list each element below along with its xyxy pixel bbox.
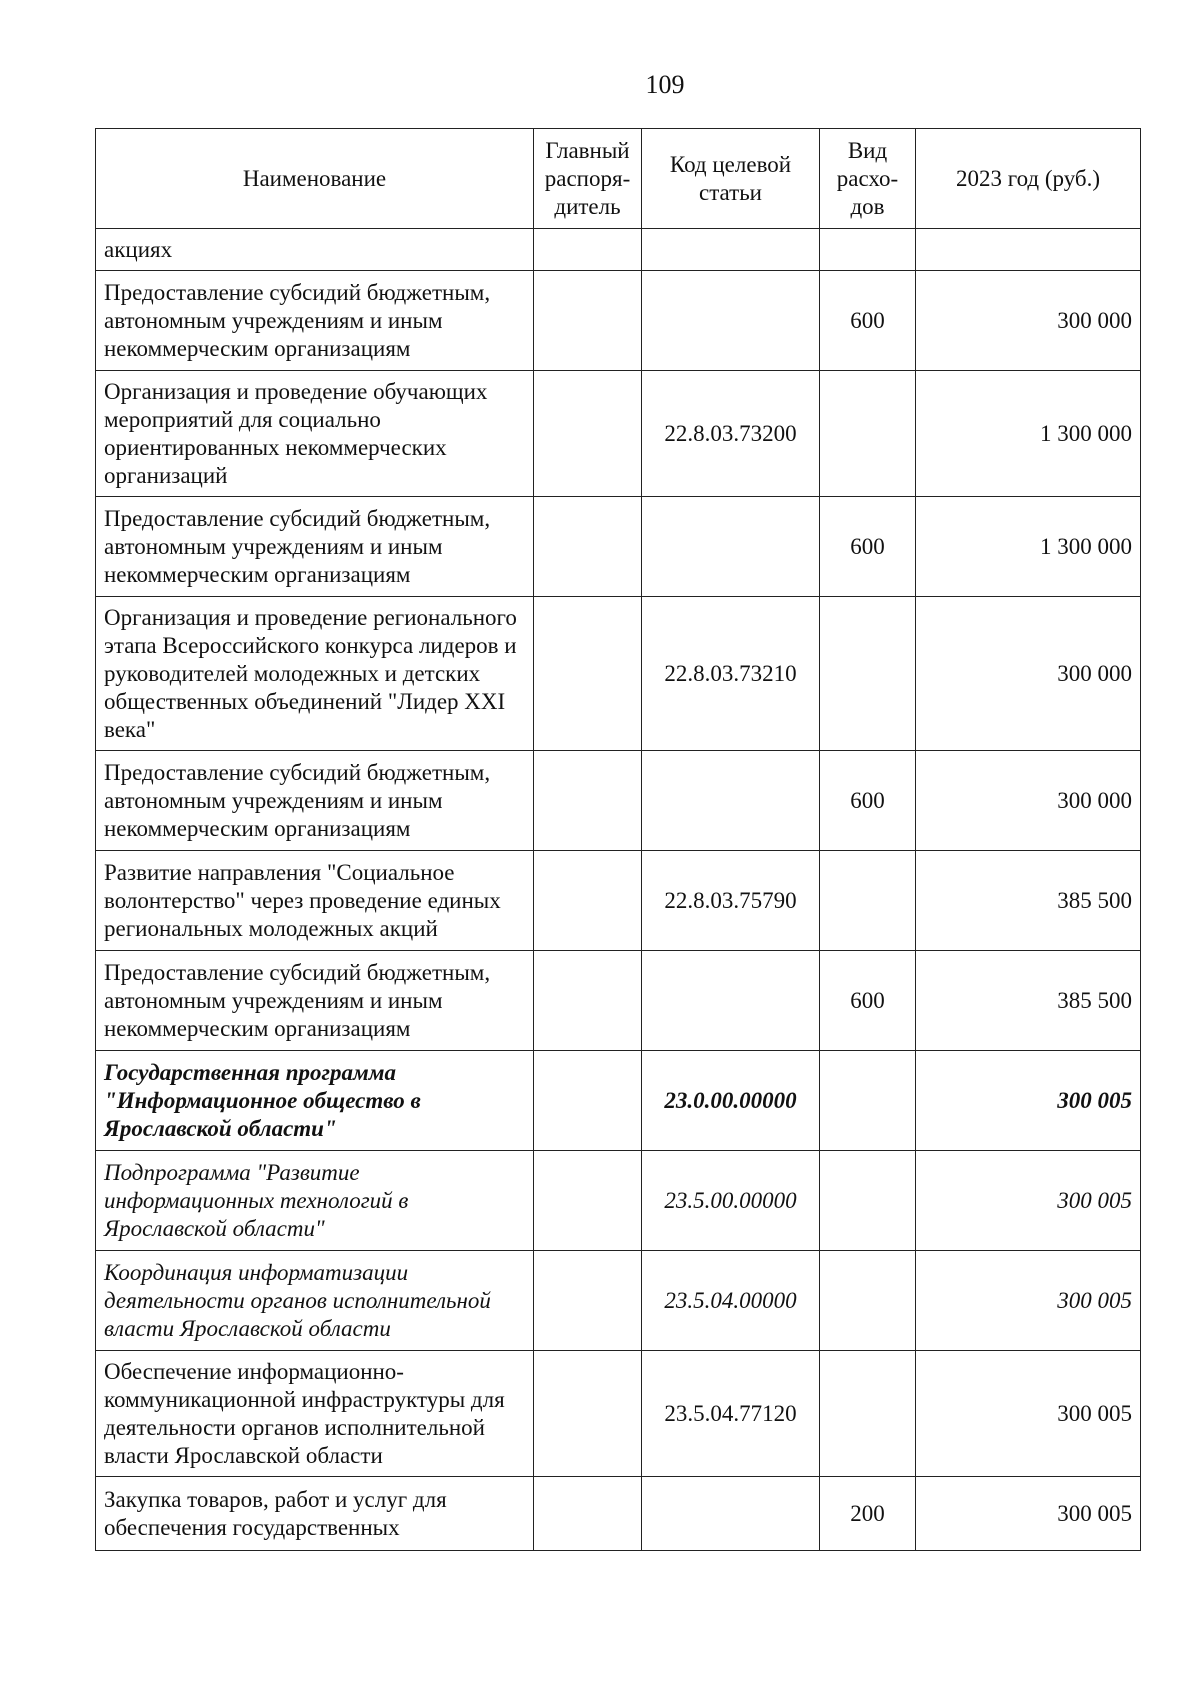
table-row <box>96 851 1141 951</box>
row-kind-cell: 600 <box>820 497 916 597</box>
row-name-cell: Государственная программа "Информационное общество в Ярославской области" <box>96 1051 534 1151</box>
row-kind-cell <box>820 1351 916 1477</box>
row-manager-cell <box>534 597 642 751</box>
row-name-cell: Предоставление субсидий бюджетным, автономным учреждениям и иным некоммерческим организациям <box>96 951 534 1051</box>
row-amount-cell: 300 005 <box>916 1477 1141 1551</box>
row-manager-cell <box>534 229 642 271</box>
row-kind-cell <box>820 1251 916 1351</box>
row-amount-cell <box>916 229 1141 271</box>
table-row <box>96 371 1141 497</box>
row-amount-cell: 1 300 000 <box>916 497 1141 597</box>
row-amount-cell: 300 005 <box>916 1351 1141 1477</box>
table-row <box>96 271 1141 371</box>
row-manager-cell <box>534 271 642 371</box>
table-row <box>96 1351 1141 1477</box>
row-amount-cell: 300 000 <box>916 597 1141 751</box>
row-manager-cell <box>534 951 642 1051</box>
row-amount-cell: 300 005 <box>916 1151 1141 1251</box>
row-kind-cell <box>820 851 916 951</box>
row-name-cell: Организация и проведение обучающих мероприятий для социально ориентированных некоммерческих организаций <box>96 371 534 497</box>
table-row <box>96 751 1141 851</box>
row-code-cell: 22.8.03.75790 <box>642 851 820 951</box>
row-manager-cell <box>534 1051 642 1151</box>
table-row <box>96 497 1141 597</box>
header-manager: Главный распоря-дитель <box>534 129 642 229</box>
table-row <box>96 1477 1141 1551</box>
row-manager-cell <box>534 1151 642 1251</box>
header-name: Наименование <box>96 129 534 229</box>
row-kind-cell <box>820 597 916 751</box>
row-manager-cell <box>534 751 642 851</box>
row-kind-cell <box>820 1051 916 1151</box>
row-code-cell: 23.5.04.77120 <box>642 1351 820 1477</box>
table-row <box>96 597 1141 751</box>
row-amount-cell: 385 500 <box>916 951 1141 1051</box>
table-row <box>96 951 1141 1051</box>
row-name-cell: Координация информатизации деятельности органов исполнительной власти Ярославской области <box>96 1251 534 1351</box>
table-row <box>96 1151 1141 1251</box>
row-manager-cell <box>534 851 642 951</box>
row-name-cell: Предоставление субсидий бюджетным, автономным учреждениям и иным некоммерческим организациям <box>96 271 534 371</box>
row-kind-cell: 600 <box>820 271 916 371</box>
row-code-cell <box>642 497 820 597</box>
row-kind-cell: 600 <box>820 951 916 1051</box>
header-code: Код целевой статьи <box>642 129 820 229</box>
row-code-cell <box>642 1477 820 1551</box>
row-amount-cell: 300 000 <box>916 751 1141 851</box>
row-kind-cell: 600 <box>820 751 916 851</box>
row-code-cell: 23.5.00.00000 <box>642 1151 820 1251</box>
row-kind-cell: 200 <box>820 1477 916 1551</box>
row-code-cell <box>642 229 820 271</box>
row-code-cell <box>642 951 820 1051</box>
row-name-cell: Подпрограмма "Развитие информационных технологий в Ярославской области" <box>96 1151 534 1251</box>
row-amount-cell: 1 300 000 <box>916 371 1141 497</box>
row-name-cell: Развитие направления "Социальное волонтерство" через проведение единых региональных молодежных акций <box>96 851 534 951</box>
row-name-cell: Предоставление субсидий бюджетным, автономным учреждениям и иным некоммерческим организациям <box>96 751 534 851</box>
row-kind-cell <box>820 229 916 271</box>
header-kind: Вид расхо-дов <box>820 129 916 229</box>
table-row <box>96 229 1141 271</box>
row-code-cell: 22.8.03.73200 <box>642 371 820 497</box>
row-amount-cell: 385 500 <box>916 851 1141 951</box>
header-amount: 2023 год (руб.) <box>916 129 1141 229</box>
row-name-cell: Обеспечение информационно-коммуникационной инфраструктуры для деятельности органов исполнительной власти Ярославской области <box>96 1351 534 1477</box>
budget-table <box>95 128 1141 1551</box>
row-kind-cell <box>820 1151 916 1251</box>
row-code-cell <box>642 271 820 371</box>
table-row <box>96 1051 1141 1151</box>
row-amount-cell: 300 005 <box>916 1251 1141 1351</box>
row-manager-cell <box>534 497 642 597</box>
row-code-cell: 23.5.04.00000 <box>642 1251 820 1351</box>
row-amount-cell: 300 005 <box>916 1051 1141 1151</box>
row-manager-cell <box>534 1251 642 1351</box>
table-header-row <box>96 129 1141 229</box>
row-code-cell: 22.8.03.73210 <box>642 597 820 751</box>
row-kind-cell <box>820 371 916 497</box>
row-amount-cell: 300 000 <box>916 271 1141 371</box>
page-number: 109 <box>645 70 685 99</box>
table-row <box>96 1251 1141 1351</box>
row-name-cell: акциях <box>96 229 534 271</box>
row-name-cell: Предоставление субсидий бюджетным, автономным учреждениям и иным некоммерческим организациям <box>96 497 534 597</box>
table-body <box>96 229 1141 1551</box>
row-code-cell <box>642 751 820 851</box>
row-manager-cell <box>534 1477 642 1551</box>
row-manager-cell <box>534 371 642 497</box>
row-name-cell: Организация и проведение регионального этапа Всероссийского конкурса лидеров и руководителей молодежных и детских общественных объединений "Лидер XXI века" <box>96 597 534 751</box>
row-code-cell: 23.0.00.00000 <box>642 1051 820 1151</box>
row-manager-cell <box>534 1351 642 1477</box>
row-name-cell: Закупка товаров, работ и услуг для обеспечения государственных <box>96 1477 534 1551</box>
